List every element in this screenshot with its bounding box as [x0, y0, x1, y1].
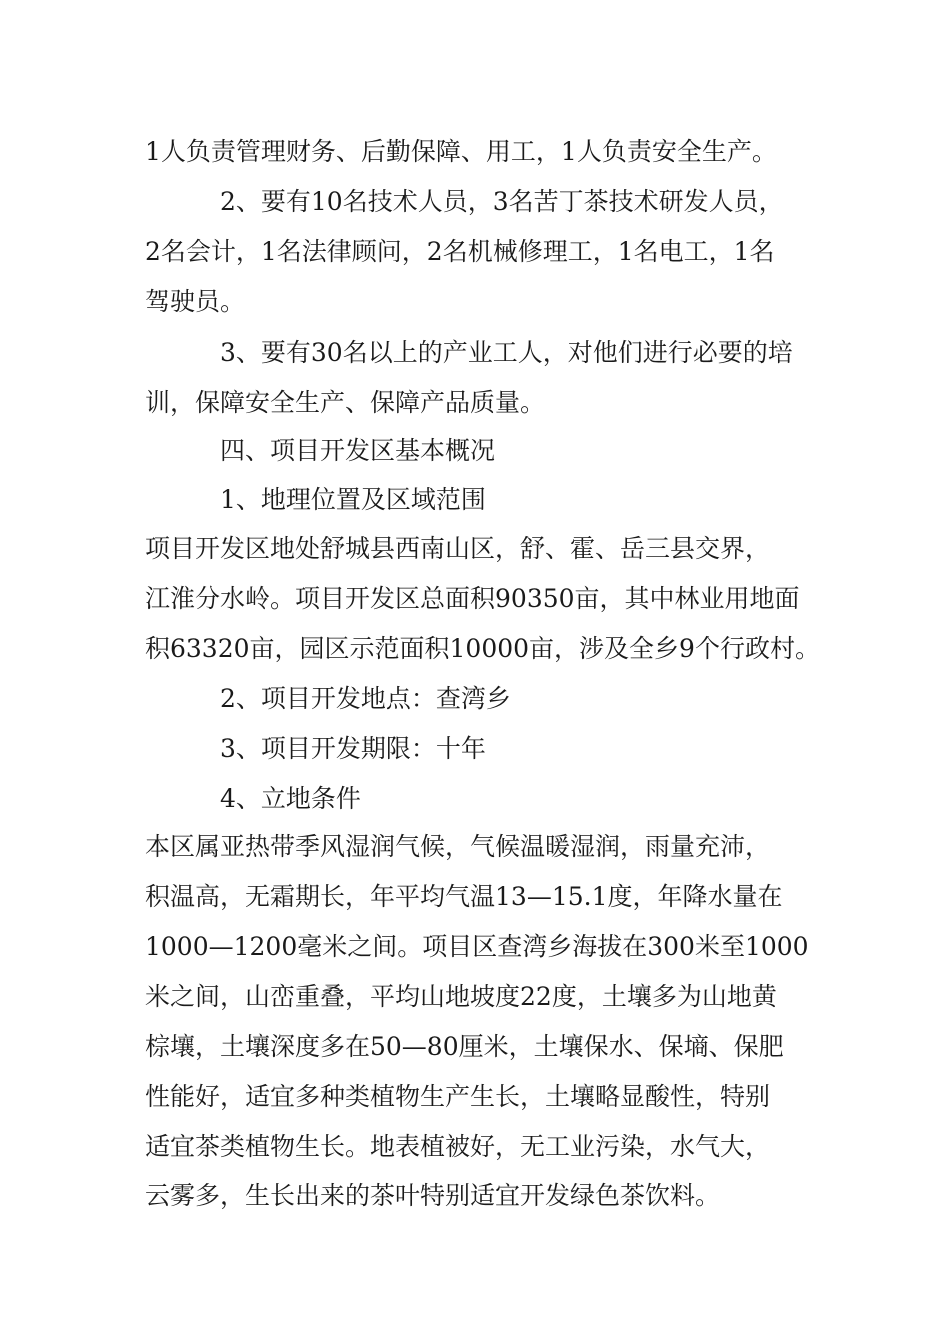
subsection-heading-3: 3、项目开发期限：十年	[220, 734, 486, 763]
text-line-6: 训，保障安全生产、保障产品质量。	[145, 388, 546, 417]
text-line-2: 2、要有10名技术人员，3名苦丁茶技术研发人员，	[220, 187, 784, 216]
subsection-heading-2: 2、项目开发地点：查湾乡	[220, 684, 511, 713]
text-line-15: 本区属亚热带季风湿润气候，气候温暖湿润，雨量充沛，	[145, 832, 771, 861]
text-line-17: 1000—1200毫米之间。项目区查湾乡海拔在300米至1000	[145, 932, 809, 961]
subsection-heading-1: 1、地理位置及区域范围	[220, 485, 486, 514]
text-line-1: 1人负责管理财务、后勤保障、用工，1人负责安全生产。	[145, 137, 777, 166]
text-line-10: 江淮分水岭。项目开发区总面积90350亩，其中林业用地面	[145, 584, 800, 613]
text-line-5: 3、要有30名以上的产业工人，对他们进行必要的培	[220, 338, 793, 367]
text-line-16: 积温高，无霜期长，年平均气温13—15.1度，年降水量在	[145, 882, 783, 911]
text-line-4: 驾驶员。	[145, 287, 246, 316]
subsection-heading-4: 4、立地条件	[220, 784, 361, 813]
text-line-9: 项目开发区地处舒城县西南山区，舒、霍、岳三县交界，	[145, 534, 771, 563]
text-line-20: 性能好，适宜多种类植物生产生长，土壤略显酸性，特别	[145, 1082, 771, 1111]
text-line-22: 云雾多，生长出来的茶叶特别适宜开发绿色茶饮料。	[145, 1181, 721, 1210]
text-line-21: 适宜茶类植物生长。地表植被好，无工业污染，水气大，	[145, 1132, 771, 1161]
section-heading: 四、项目开发区基本概况	[220, 436, 496, 465]
text-line-11: 积63320亩，园区示范面积10000亩，涉及全乡9个行政村。	[145, 634, 820, 663]
text-line-19: 棕壤，土壤深度多在50—80厘米，土壤保水、保墒、保肥	[145, 1032, 784, 1061]
text-line-3: 2名会计，1名法律顾问，2名机械修理工，1名电工，1名	[145, 237, 775, 266]
text-line-18: 米之间，山峦重叠，平均山地坡度22度，土壤多为山地黄	[145, 982, 777, 1011]
